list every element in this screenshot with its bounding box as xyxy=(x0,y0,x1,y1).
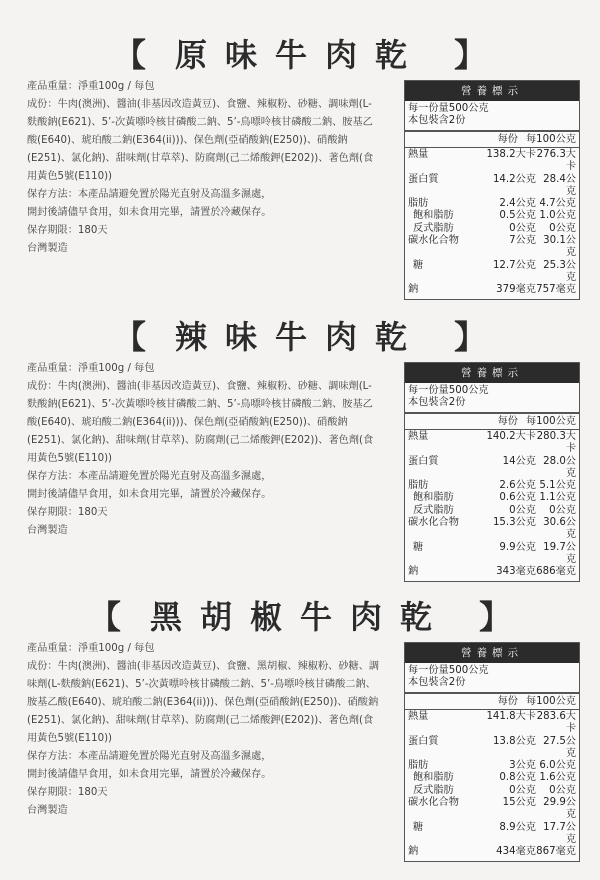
info-storage: 保存方法：本產品請避免置於陽光直射及高溫多濕處， xyxy=(27,751,272,762)
nutrition-row xyxy=(408,260,576,285)
title-text: 黑胡椒牛肉乾 xyxy=(149,598,450,636)
product-section-spicy xyxy=(0,312,600,582)
nutrition-header: 營養標示 xyxy=(405,643,579,663)
info-ingredients: 成份：牛肉(澳洲)、醬油(非基因改造黃豆)、食鹽、辣椒粉、砂糖、調味劑(L-麩酸鈉(E621)、5’-次黃嘌呤核甘磷酸二鈉、5’-鳥嘌呤核甘磷酸二鈉、胺基乙酸(E640)、琥珀酸二鈉(E364(ii)))、保色劑(亞硝酸鈉(E250))、硝酸鈉(E251)、氯化鈉)、甜味劑(甘草萃)、防腐劑(己二烯酸鉀(E202))、著色劑(食用黃色5號(E110)) xyxy=(27,99,374,182)
nutrient-per-100g: 1.6公克 xyxy=(539,772,576,784)
nutrient-label: 蛋白質 xyxy=(408,455,439,467)
nutrition-rows xyxy=(405,430,579,581)
info-shelf-life: 保存期限：180天 xyxy=(27,225,108,236)
nutrition-columns xyxy=(405,414,579,430)
nutrient-per-100g: 19.7公克 xyxy=(543,541,576,565)
nutrient-label: 飽和脂肪 xyxy=(413,210,454,222)
nutrient-per-serving: 379毫克 xyxy=(496,284,536,296)
nutrient-per-100g: 1.0公克 xyxy=(539,210,576,222)
nutrient-per-serving: 15.3公克 xyxy=(492,517,536,529)
nutrition-row xyxy=(408,235,576,260)
nutrient-per-serving: 14.2公克 xyxy=(492,173,536,185)
title-bracket-close: 】 xyxy=(479,598,512,636)
nutrition-row xyxy=(408,785,576,797)
col-per-100g: 每100公克 xyxy=(525,416,576,427)
nutrition-serving xyxy=(405,101,579,132)
nutrition-row xyxy=(408,456,576,481)
nutrient-label: 碳水化合物 xyxy=(408,517,459,529)
nutrient-per-100g: 29.9公克 xyxy=(543,797,576,821)
nutrition-row xyxy=(408,149,576,174)
nutrition-row xyxy=(408,431,576,456)
nutrient-per-serving: 14公克 xyxy=(502,455,536,467)
info-origin: 台灣製造 xyxy=(27,525,68,536)
nutrient-label: 脂肪 xyxy=(408,480,429,492)
nutrient-per-100g: 30.1公克 xyxy=(543,235,576,259)
nutrient-per-serving: 140.2大卡 xyxy=(486,431,536,442)
nutrient-per-serving: 8.9公克 xyxy=(499,821,536,833)
info-weight: 產品重量：淨重100g / 每包 xyxy=(27,643,155,654)
nutrition-row xyxy=(408,566,576,578)
nutrition-columns xyxy=(405,694,579,710)
nutrient-label: 蛋白質 xyxy=(408,735,439,747)
product-info xyxy=(27,640,382,820)
nutrition-row xyxy=(408,210,576,222)
servings-per-pack: 本包裝含2份 xyxy=(408,397,466,408)
nutrient-label: 蛋白質 xyxy=(408,173,439,185)
nutrient-per-100g: 4.7公克 xyxy=(539,198,576,210)
title-bracket-open: 【 xyxy=(88,598,121,636)
nutrient-per-100g: 283.6大卡 xyxy=(536,711,576,735)
serving-size: 每一份量500公克 xyxy=(408,103,489,114)
nutrition-row xyxy=(408,480,576,492)
nutrition-row xyxy=(408,198,576,210)
info-weight: 產品重量：淨重100g / 每包 xyxy=(27,363,155,374)
product-section-original xyxy=(0,30,600,300)
nutrient-label: 反式脂肪 xyxy=(413,784,454,796)
nutrition-table xyxy=(404,80,580,300)
nutrient-per-serving: 7公克 xyxy=(509,235,536,247)
nutrient-label: 熱量 xyxy=(408,149,429,160)
nutrient-label: 飽和脂肪 xyxy=(413,492,454,504)
nutrient-label: 熱量 xyxy=(408,431,429,442)
nutrient-per-serving: 141.8大卡 xyxy=(486,711,536,722)
nutrition-row xyxy=(408,505,576,517)
nutrient-per-serving: 0公克 xyxy=(509,784,536,796)
title-text: 原味牛肉乾 xyxy=(174,36,425,74)
nutrition-row xyxy=(408,797,576,822)
nutrition-rows xyxy=(405,148,579,299)
nutrient-label: 熱量 xyxy=(408,711,429,722)
nutrient-per-serving: 15公克 xyxy=(502,797,536,809)
title-text: 辣味牛肉乾 xyxy=(174,318,425,356)
nutrient-per-100g: 25.3公克 xyxy=(543,259,576,283)
nutrition-row xyxy=(408,223,576,235)
nutrient-label: 糖 xyxy=(413,259,424,271)
nutrient-per-serving: 2.6公克 xyxy=(499,480,536,492)
nutrition-row xyxy=(408,772,576,784)
nutrient-per-serving: 9.9公克 xyxy=(499,541,536,553)
nutrient-per-serving: 0.5公克 xyxy=(499,210,536,222)
nutrient-per-serving: 0公克 xyxy=(509,504,536,516)
info-storage-2: 開封後請儘早食用，如未食用完畢，請置於冷藏保存。 xyxy=(27,207,272,218)
info-ingredients: 成份：牛肉(澳洲)、醬油(非基因改造黃豆)、食鹽、黑胡椒、辣椒粉、砂糖、調味劑(L-麩酸鈉(E621)、5’-次黃嘌呤核甘磷酸二鈉、5’-鳥嘌呤核甘磷酸二鈉、胺基乙酸(E640)、琥珀酸二鈉(E364(ii)))、保色劑(亞硝酸鈉(E250))、硝酸鈉(E251)、氯化鈉)、甜味劑(甘草萃)、防腐劑(己二烯酸鉀(E202))、著色劑(食用黃色5號(E110)) xyxy=(27,661,380,744)
nutrient-per-100g: 757毫克 xyxy=(536,284,576,296)
servings-per-pack: 本包裝含2份 xyxy=(408,677,466,688)
nutrient-per-serving: 343毫克 xyxy=(496,566,536,578)
nutrition-serving xyxy=(405,383,579,414)
nutrition-row xyxy=(408,542,576,567)
nutrient-per-100g: 867毫克 xyxy=(536,846,576,858)
serving-size: 每一份量500公克 xyxy=(408,665,489,676)
nutrient-label: 脂肪 xyxy=(408,760,429,772)
nutrient-per-100g: 0公克 xyxy=(549,222,576,234)
nutrition-table xyxy=(404,642,580,862)
info-origin: 台灣製造 xyxy=(27,243,68,254)
col-per-100g: 每100公克 xyxy=(525,696,576,707)
nutrient-per-100g: 17.7公克 xyxy=(543,821,576,845)
info-shelf-life: 保存期限：180天 xyxy=(27,787,108,798)
col-per-100g: 每100公克 xyxy=(525,134,576,145)
nutrient-label: 碳水化合物 xyxy=(408,797,459,809)
nutrition-row xyxy=(408,760,576,772)
nutrient-per-100g: 5.1公克 xyxy=(539,480,576,492)
nutrient-label: 反式脂肪 xyxy=(413,504,454,516)
info-ingredients: 成份：牛肉(澳洲)、醬油(非基因改造黃豆)、食鹽、辣椒粉、砂糖、調味劑(L-麩酸鈉(E621)、5’-次黃嘌呤核甘磷酸二鈉、5’-鳥嘌呤核甘磷酸二鈉、胺基乙酸(E640)、琥珀酸二鈉(E364(ii)))、保色劑(亞硝酸鈉(E250))、硝酸鈉(E251)、氯化鈉)、甜味劑(甘草萃)、防腐劑(己二烯酸鉀(E202))、著色劑(食用黃色5號(E110)) xyxy=(27,381,374,464)
section-title xyxy=(0,592,600,642)
nutrient-label: 脂肪 xyxy=(408,198,429,210)
nutrient-label: 糖 xyxy=(413,541,424,553)
nutrient-per-serving: 3公克 xyxy=(509,760,536,772)
nutrition-columns xyxy=(405,132,579,148)
info-storage: 保存方法：本產品請避免置於陽光直射及高溫多濕處， xyxy=(27,471,272,482)
nutrient-per-serving: 0.8公克 xyxy=(499,772,536,784)
nutrition-rows xyxy=(405,710,579,861)
nutrient-per-serving: 12.7公克 xyxy=(492,259,536,271)
product-info xyxy=(27,78,382,258)
serving-size: 每一份量500公克 xyxy=(408,385,489,396)
section-title xyxy=(0,30,600,80)
col-per-serving: 每份 xyxy=(497,416,518,427)
info-storage-2: 開封後請儘早食用，如未食用完畢，請置於冷藏保存。 xyxy=(27,489,272,500)
nutrient-label: 飽和脂肪 xyxy=(413,772,454,784)
product-section-black-pepper xyxy=(0,592,600,862)
nutrition-row xyxy=(408,517,576,542)
title-bracket-close: 】 xyxy=(454,318,487,356)
nutrient-per-100g: 280.3大卡 xyxy=(536,431,576,455)
nutrition-serving xyxy=(405,663,579,694)
nutrient-per-serving: 13.8公克 xyxy=(492,735,536,747)
title-bracket-open: 【 xyxy=(113,318,146,356)
servings-per-pack: 本包裝含2份 xyxy=(408,115,466,126)
nutrient-per-100g: 1.1公克 xyxy=(539,492,576,504)
info-shelf-life: 保存期限：180天 xyxy=(27,507,108,518)
info-storage-2: 開封後請儘早食用，如未食用完畢，請置於冷藏保存。 xyxy=(27,769,272,780)
section-title xyxy=(0,312,600,362)
nutrition-header: 營養標示 xyxy=(405,81,579,101)
product-info xyxy=(27,360,382,540)
nutrition-row xyxy=(408,284,576,296)
nutrient-label: 鈉 xyxy=(408,566,419,578)
nutrient-label: 鈉 xyxy=(408,846,419,858)
col-per-serving: 每份 xyxy=(497,134,518,145)
nutrition-row xyxy=(408,846,576,858)
info-storage: 保存方法：本產品請避免置於陽光直射及高溫多濕處， xyxy=(27,189,272,200)
info-weight: 產品重量：淨重100g / 每包 xyxy=(27,81,155,92)
nutrient-per-100g: 6.0公克 xyxy=(539,760,576,772)
nutrient-label: 糖 xyxy=(413,821,424,833)
nutrition-row xyxy=(408,174,576,199)
nutrition-table xyxy=(404,362,580,582)
nutrition-row xyxy=(408,736,576,761)
nutrition-header: 營養標示 xyxy=(405,363,579,383)
nutrient-per-100g: 0公克 xyxy=(549,504,576,516)
nutrient-per-100g: 27.5公克 xyxy=(543,735,576,759)
nutrient-per-serving: 0公克 xyxy=(509,222,536,234)
nutrient-per-serving: 138.2大卡 xyxy=(486,149,536,160)
title-bracket-close: 】 xyxy=(454,36,487,74)
title-bracket-open: 【 xyxy=(113,36,146,74)
info-origin: 台灣製造 xyxy=(27,805,68,816)
nutrient-per-serving: 0.6公克 xyxy=(499,492,536,504)
nutrient-per-serving: 2.4公克 xyxy=(499,198,536,210)
nutrient-label: 碳水化合物 xyxy=(408,235,459,247)
nutrient-per-100g: 0公克 xyxy=(549,784,576,796)
nutrient-per-serving: 434毫克 xyxy=(496,846,536,858)
nutrient-per-100g: 30.6公克 xyxy=(543,517,576,541)
nutrition-row xyxy=(408,822,576,847)
col-per-serving: 每份 xyxy=(497,696,518,707)
nutrient-label: 反式脂肪 xyxy=(413,222,454,234)
nutrient-per-100g: 28.0公克 xyxy=(543,455,576,479)
nutrient-per-100g: 28.4公克 xyxy=(543,173,576,197)
nutrient-per-100g: 276.3大卡 xyxy=(536,149,576,173)
nutrition-row xyxy=(408,492,576,504)
nutrient-label: 鈉 xyxy=(408,284,419,296)
nutrition-row xyxy=(408,711,576,736)
nutrient-per-100g: 686毫克 xyxy=(536,566,576,578)
